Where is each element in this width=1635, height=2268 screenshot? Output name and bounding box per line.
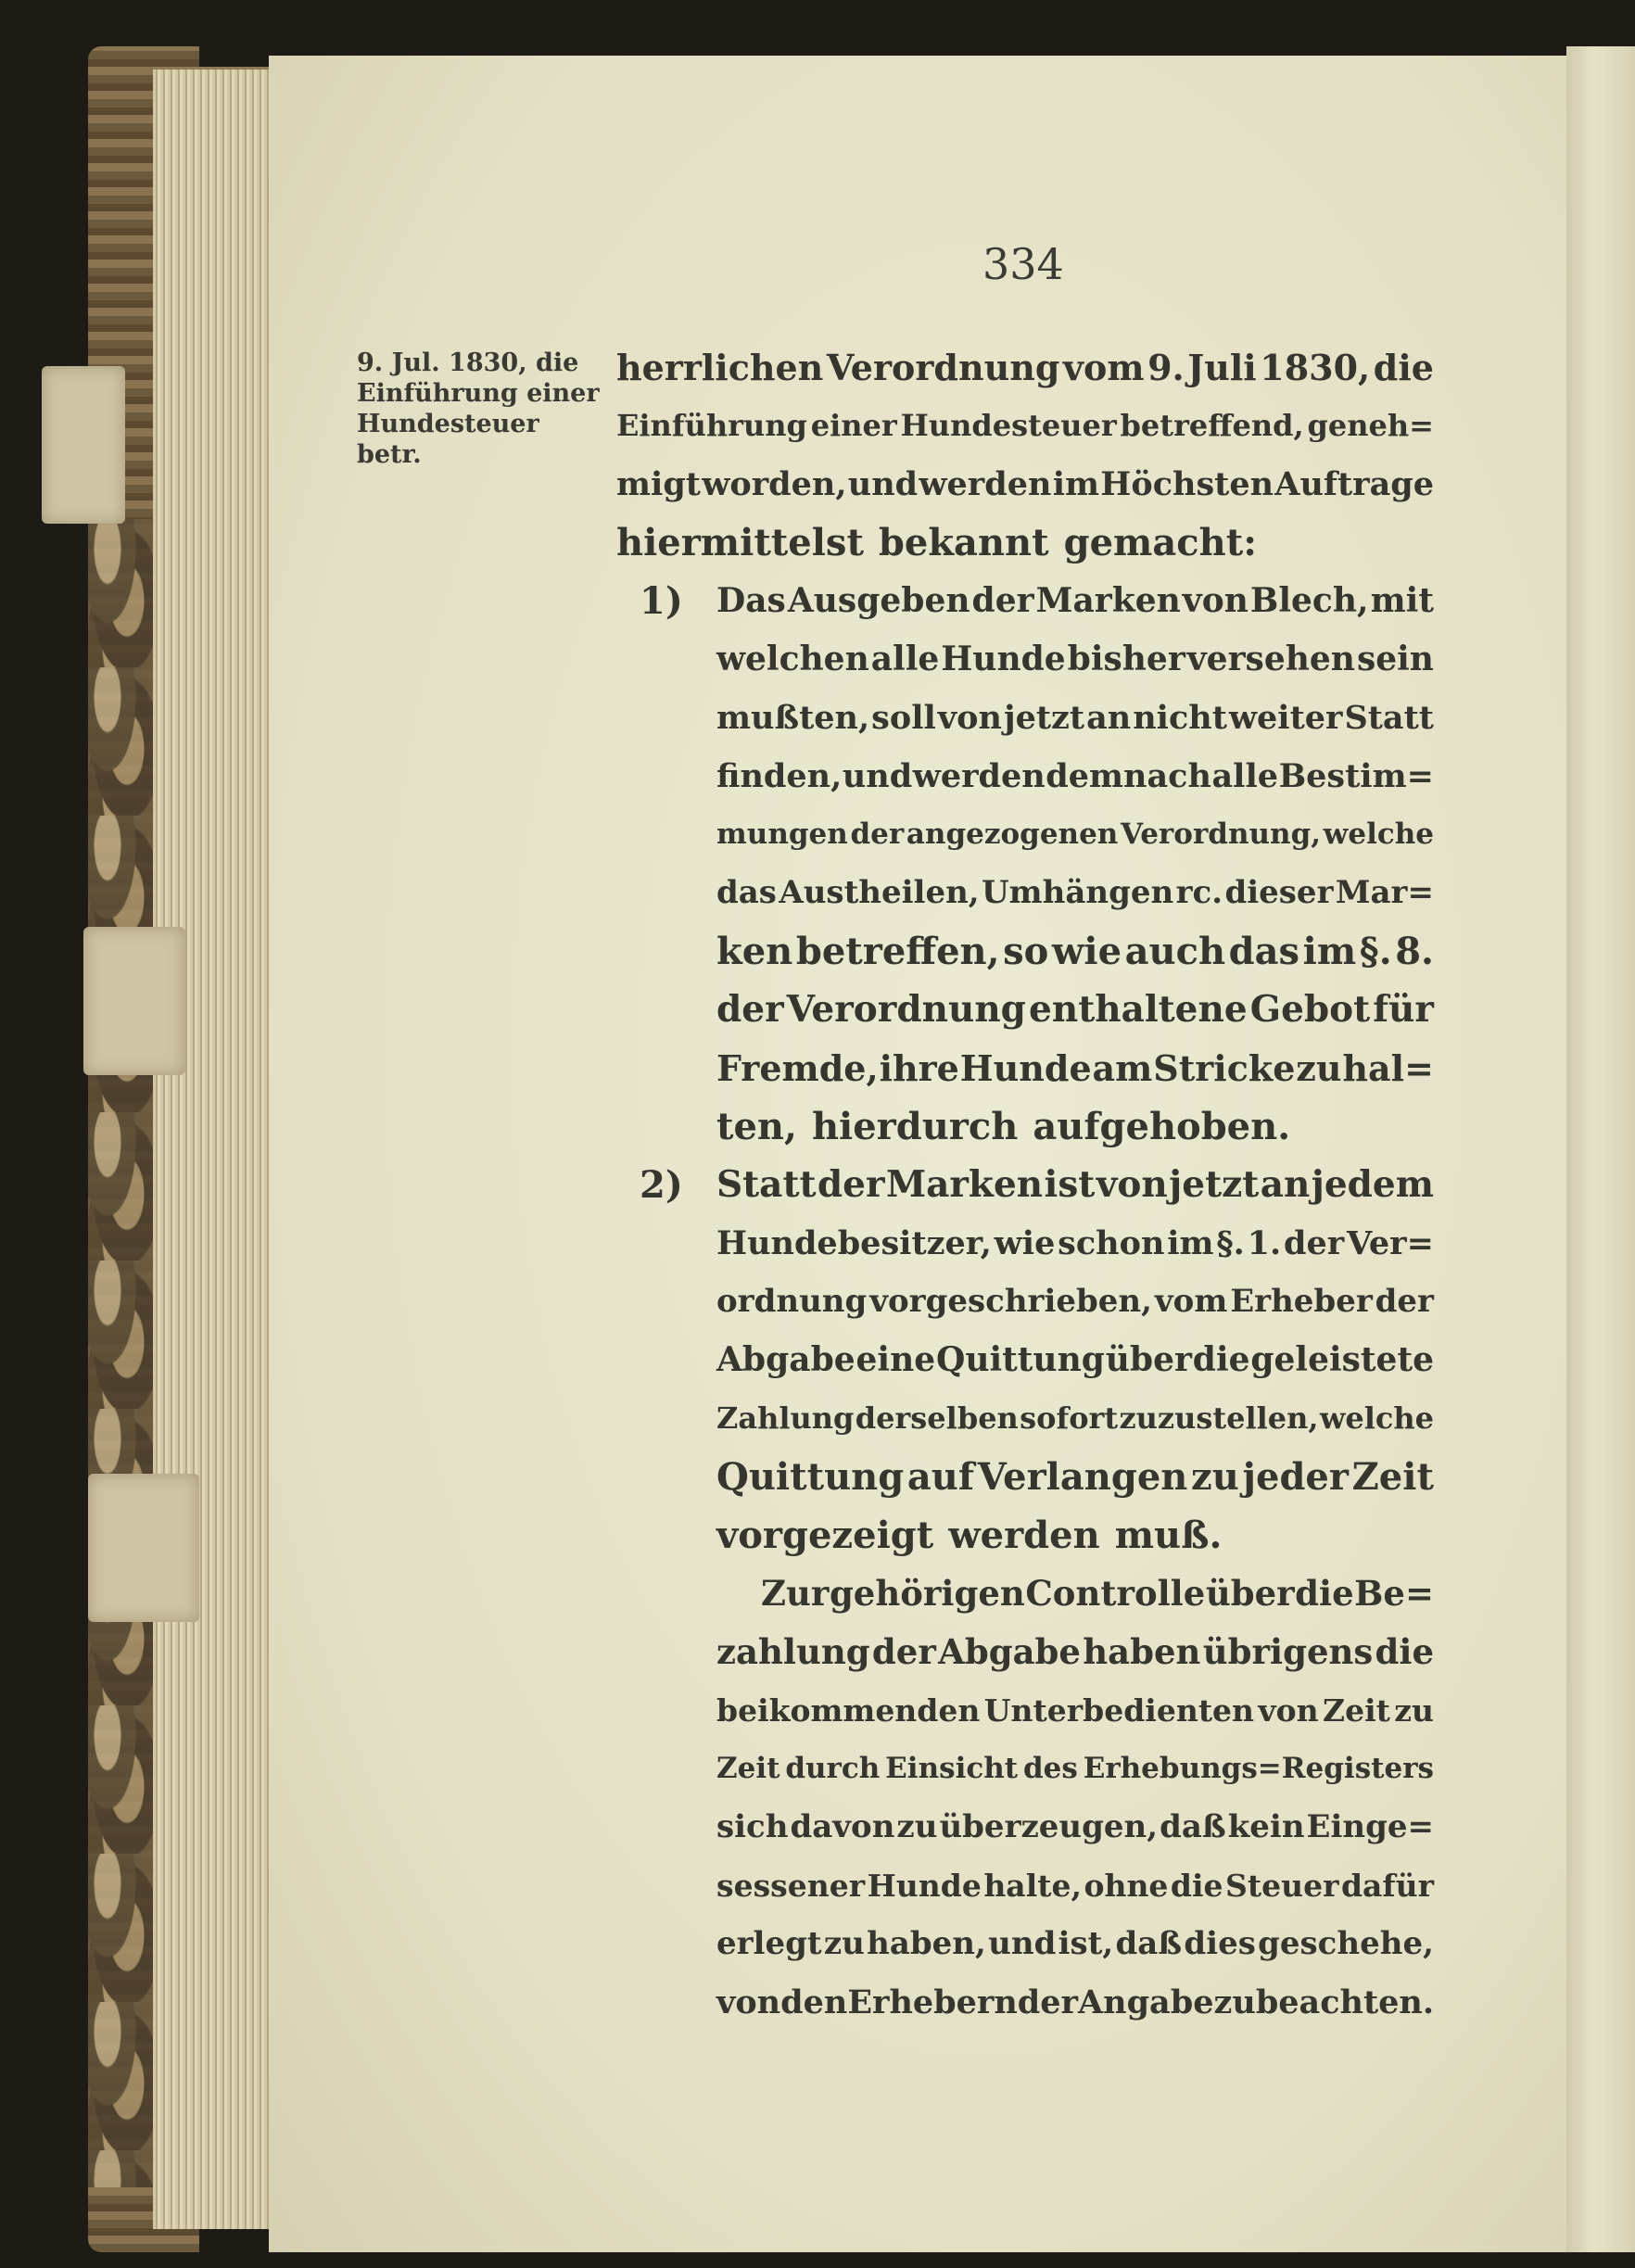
margin-note — [357, 348, 626, 470]
text-line: der Verordnung enthaltene Gebot für — [716, 988, 1434, 1031]
closing-paragraph — [716, 1565, 1434, 2032]
text-line: herrlichen Verordnung vom 9. Juli 1830, die — [616, 347, 1434, 388]
text-line: Statt der Marken ist von jetzt an jedem — [716, 1163, 1434, 1206]
text-line: vorgezeigt werden muß. — [716, 1514, 1223, 1557]
text-line: finden, und werden demnach alle Bestim= — [716, 757, 1434, 795]
text-line: ken betreffen, so wie auch das im §. 8. — [716, 930, 1434, 973]
page-number: 334 — [982, 239, 1064, 289]
text-line: welchen alle Hunde bisher versehen sein — [716, 640, 1434, 678]
text-line: hiermittelst bekannt gemacht: — [616, 521, 1257, 564]
text-line: Zahlung derselben sofort zuzustellen, welche — [716, 1400, 1434, 1436]
text-line: von den Erhebern der Angabe zu beachten. — [716, 1983, 1435, 2021]
text-line: das Austheilen, Umhängen rc. dieser Mar= — [716, 874, 1434, 911]
index-tab — [88, 1474, 199, 1622]
text-line: Einführung einer Hundesteuer betreffend, geneh= — [616, 408, 1434, 443]
text-line: beikommenden Unterbedienten von Zeit zu — [716, 1692, 1434, 1729]
list-item-number: 1) — [640, 579, 683, 623]
margin-note-line: Einführung einer — [357, 379, 600, 408]
text-line: sich davon zu überzeugen, daß kein Einge= — [716, 1808, 1434, 1845]
text-line: Quittung auf Verlangen zu jeder Zeit — [716, 1455, 1434, 1499]
text-line: ten, hierdurch aufgehoben. — [716, 1105, 1291, 1148]
marbled-cover — [88, 519, 153, 2187]
margin-note-line: Hundesteuer — [357, 410, 539, 438]
text-line: Hundebesitzer, wie schon im §. 1. der Ver= — [716, 1224, 1434, 1262]
list-item-number: 2) — [640, 1163, 683, 1207]
index-tab — [83, 927, 185, 1075]
text-line: Zeit durch Einsicht des Erhebungs=Registers — [716, 1752, 1434, 1785]
margin-note-line: 9. Jul. 1830, die — [357, 348, 579, 377]
text-line: sessener Hunde halte, ohne die Steuer dafür — [716, 1868, 1434, 1904]
text-line: Zur gehörigen Controlle über die Be= — [761, 1573, 1434, 1614]
text-line: mußten, soll von jetzt an nicht weiter Statt — [716, 699, 1434, 737]
text-line: Fremde, ihre Hunde am Stricke zu hal= — [716, 1047, 1434, 1089]
facing-page-gutter — [1566, 46, 1635, 2252]
intro-paragraph — [616, 338, 1434, 572]
text-line: Abgabe eine Quittung über die geleistete — [716, 1340, 1434, 1379]
list-item — [616, 1156, 1434, 1565]
text-line: Das Ausgeben der Marken von Blech, mit — [716, 581, 1434, 620]
body-text — [616, 338, 1434, 2032]
margin-note-line: betr. — [357, 440, 422, 469]
list-item — [616, 572, 1434, 1156]
text-line: zahlung der Abgabe haben übrigens die — [716, 1631, 1434, 1672]
text-line: ordnung vorgeschrieben, vom Erheber der — [716, 1283, 1434, 1320]
index-tab — [42, 366, 125, 524]
text-line: migt worden, und werden im Höchsten Auftrage — [616, 465, 1434, 503]
page-stack-edge — [153, 67, 273, 2229]
text-line: mungen der angezogenen Verordnung, welche — [716, 817, 1434, 851]
text-line: erlegt zu haben, und ist, daß dies geschehe, — [716, 1925, 1434, 1962]
